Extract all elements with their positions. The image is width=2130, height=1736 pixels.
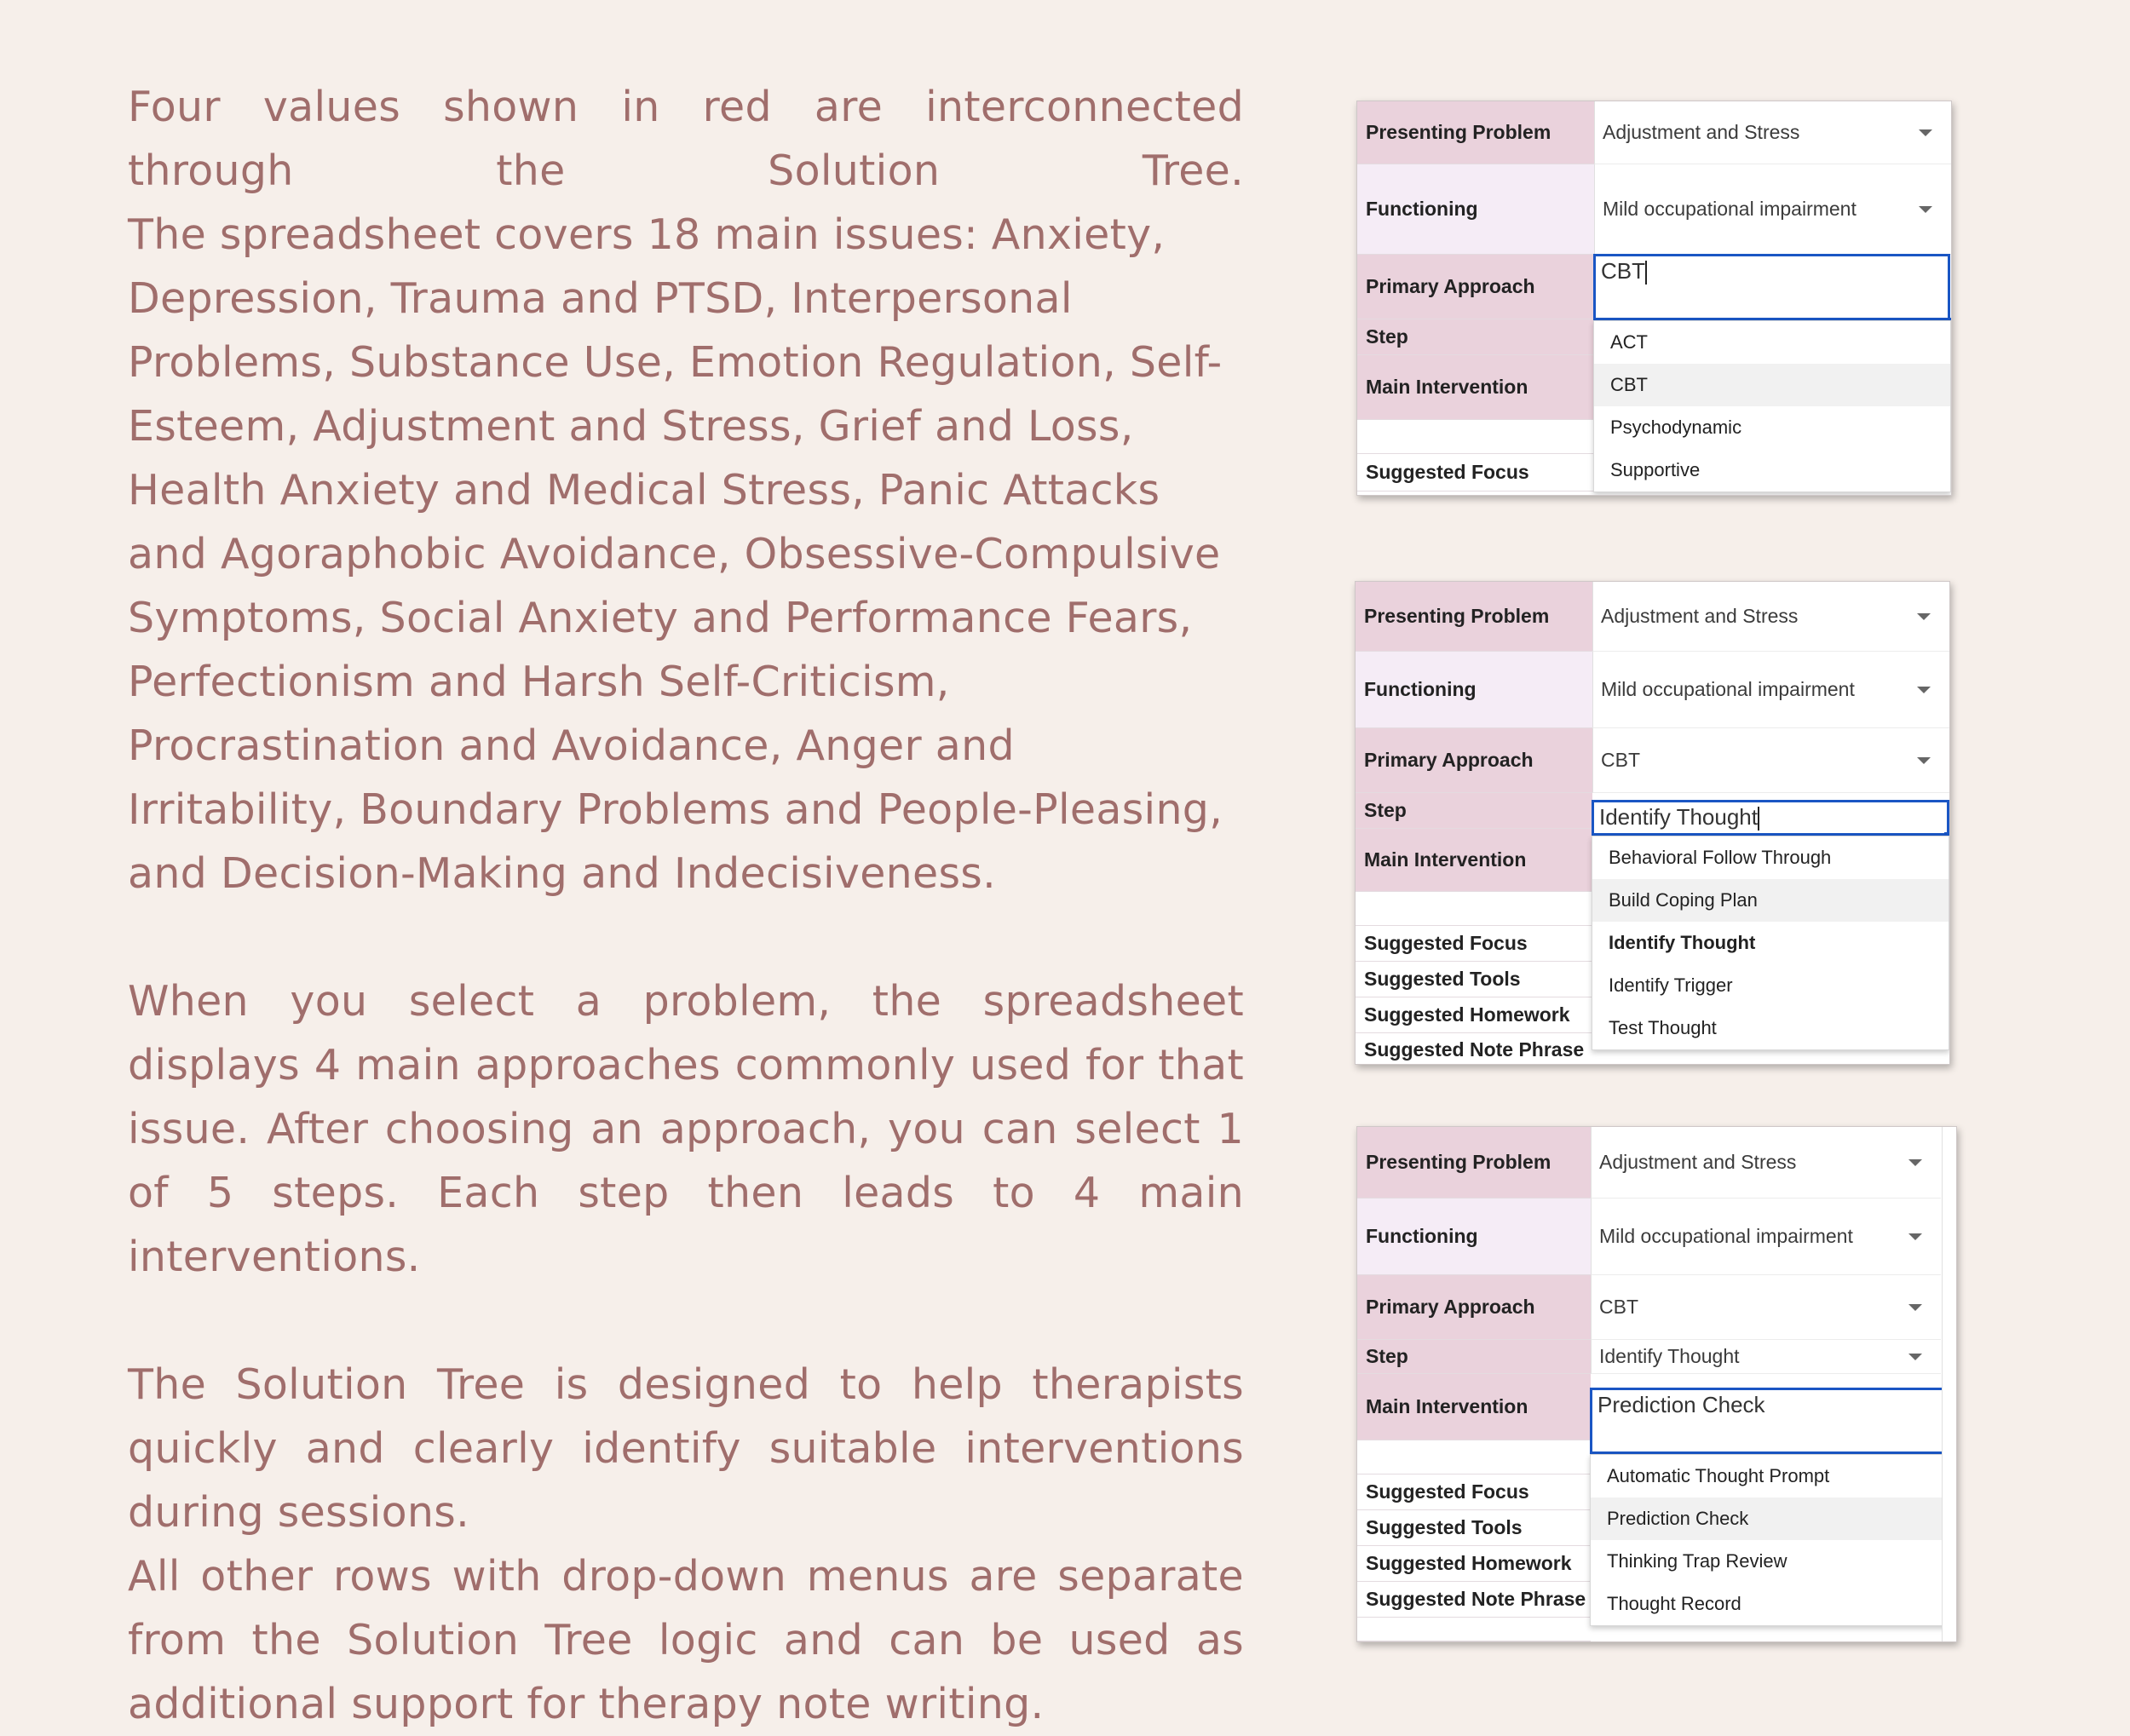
- label-step: Step: [1357, 1340, 1591, 1374]
- option-identify-thought[interactable]: Identify Thought: [1609, 932, 1756, 953]
- label-presenting-problem: Presenting Problem: [1356, 582, 1592, 652]
- label-suggested-note-phrase: Suggested Note Phrase: [1357, 1582, 1591, 1618]
- label-suggested-focus: Suggested Focus: [1357, 1474, 1591, 1510]
- spreadsheet-shot-step: [1355, 581, 1950, 1065]
- text-cursor: [1645, 261, 1647, 285]
- option-psychodynamic[interactable]: Psychodynamic: [1610, 417, 1742, 438]
- row-functioning: [1357, 164, 1951, 255]
- option-thought-record[interactable]: Thought Record: [1607, 1593, 1741, 1614]
- label-primary-approach: Primary Approach: [1357, 1275, 1591, 1340]
- label-main-intervention: Main Intervention: [1357, 355, 1594, 420]
- caret-down-icon: [1908, 1233, 1922, 1240]
- row-step: [1357, 1340, 1956, 1374]
- approach-options-list: [1593, 320, 1951, 492]
- label-presenting-problem: Presenting Problem: [1357, 101, 1594, 164]
- step-dropdown[interactable]: Identify Thought: [1591, 1340, 1941, 1374]
- row-functioning: [1356, 652, 1949, 728]
- label-step: Step: [1357, 319, 1594, 355]
- paragraph-interconnected: Four values shown in red are interconnected through the Solution Tree.: [128, 83, 1244, 195]
- primary-approach-dropdown[interactable]: CBT: [1591, 1275, 1941, 1340]
- caret-down-icon: [1919, 129, 1932, 136]
- step-edit-field[interactable]: Identify Thought: [1592, 800, 1949, 836]
- label-main-intervention: Main Intervention: [1357, 1374, 1591, 1440]
- label-suggested-focus: Suggested Focus: [1356, 926, 1592, 962]
- option-prediction-check[interactable]: Prediction Check: [1591, 1497, 1947, 1540]
- caret-down-icon: [1908, 1159, 1922, 1166]
- label-suggested-tools: Suggested Tools: [1356, 962, 1592, 997]
- option-behavioral-follow-through[interactable]: Behavioral Follow Through: [1609, 847, 1832, 868]
- caret-down-icon: [1917, 687, 1931, 693]
- presenting-problem-dropdown[interactable]: Adjustment and Stress: [1591, 1127, 1941, 1199]
- label-functioning: Functioning: [1357, 164, 1594, 255]
- caret-down-icon: [1908, 1304, 1922, 1311]
- row-presenting-problem: [1356, 582, 1949, 652]
- next-column-edge: [1942, 1127, 1956, 1641]
- label-primary-approach: Primary Approach: [1356, 728, 1592, 793]
- spreadsheet-shot-approach: [1356, 101, 1952, 496]
- functioning-dropdown[interactable]: Mild occupational impairment: [1591, 1199, 1941, 1275]
- intervention-edit-field[interactable]: Prediction Check: [1590, 1388, 1948, 1454]
- caret-down-icon: [1919, 206, 1932, 213]
- caret-down-icon: [1917, 613, 1931, 620]
- paragraph-issues: The spreadsheet covers 18 main issues: Anxiety, Depression, Trauma and PTSD, Interpersonal Problems, Substance Use, Emotion Regulation, Self-Esteem, Adjustment and Stress, Grief and Loss, Health Anxiety and Medical Stress, Panic Attacks and Agoraphobic Avoidance, Obsessive-Compulsive Symptoms, Social Anxiety and Performance Fears, Perfectionism and Harsh Self-Criticism, Procrastination and Avoidance, Anger and Irritability, Boundary Problems and People-Pleasing, and Decision-Making and Indecisiveness.: [128, 210, 1223, 898]
- caret-down-icon: [1917, 757, 1931, 764]
- paragraph-solution-tree: The Solution Tree is designed to help therapists quickly and clearly identify suitable interventions during sessions.: [128, 1360, 1244, 1537]
- paragraph-approaches: When you select a problem, the spreadsheet displays 4 main approaches commonly used for that issue. After choosing an approach, you can select 1 of 5 steps. Each step then leads to 4 main interventions.: [128, 977, 1244, 1281]
- option-build-coping-plan[interactable]: Build Coping Plan: [1592, 879, 1949, 922]
- description-text: [128, 75, 1244, 1736]
- row-presenting-problem: [1357, 101, 1951, 164]
- row-primary-approach: [1356, 728, 1949, 793]
- text-cursor: [1758, 807, 1759, 831]
- functioning-dropdown[interactable]: Mild occupational impairment: [1592, 652, 1949, 728]
- primary-approach-dropdown[interactable]: CBT: [1592, 728, 1949, 793]
- label-suggested-homework: Suggested Homework: [1356, 997, 1592, 1033]
- option-test-thought[interactable]: Test Thought: [1609, 1017, 1717, 1038]
- label-functioning: Functioning: [1356, 652, 1592, 728]
- row-primary-approach: [1357, 1275, 1956, 1340]
- label-suggested-focus: Suggested Focus: [1357, 454, 1594, 491]
- label-suggested-tools: Suggested Tools: [1357, 1510, 1591, 1546]
- option-act[interactable]: ACT: [1610, 331, 1648, 353]
- label-primary-approach: Primary Approach: [1357, 255, 1594, 319]
- option-cbt[interactable]: CBT: [1594, 364, 1950, 406]
- functioning-dropdown[interactable]: Mild occupational impairment: [1594, 164, 1951, 255]
- label-suggested-homework: Suggested Homework: [1357, 1546, 1591, 1582]
- label-main-intervention: Main Intervention: [1356, 829, 1592, 892]
- spreadsheet-shot-intervention: [1356, 1126, 1957, 1642]
- option-supportive[interactable]: Supportive: [1610, 459, 1701, 480]
- presenting-problem-dropdown[interactable]: Adjustment and Stress: [1594, 101, 1951, 164]
- option-identify-trigger[interactable]: Identify Trigger: [1609, 974, 1733, 996]
- presenting-problem-dropdown[interactable]: Adjustment and Stress: [1592, 582, 1949, 652]
- caret-down-icon: [1908, 1354, 1922, 1360]
- approach-edit-field[interactable]: CBT: [1593, 254, 1950, 320]
- label-suggested-note-phrase: Suggested Note Phrase: [1356, 1033, 1592, 1065]
- paragraph-other-rows: All other rows with drop-down menus are separate from the Solution Tree logic and can be used as additional support for therapy note writing.: [128, 1552, 1244, 1728]
- option-thinking-trap-review[interactable]: Thinking Trap Review: [1607, 1550, 1787, 1572]
- intervention-options-list: [1590, 1454, 1948, 1626]
- option-automatic-thought-prompt[interactable]: Automatic Thought Prompt: [1607, 1465, 1830, 1486]
- step-options-list: [1592, 836, 1949, 1050]
- label-step: Step: [1356, 793, 1592, 829]
- row-functioning: [1357, 1199, 1956, 1275]
- label-functioning: Functioning: [1357, 1199, 1591, 1275]
- label-presenting-problem: Presenting Problem: [1357, 1127, 1591, 1199]
- row-presenting-problem: [1357, 1127, 1956, 1199]
